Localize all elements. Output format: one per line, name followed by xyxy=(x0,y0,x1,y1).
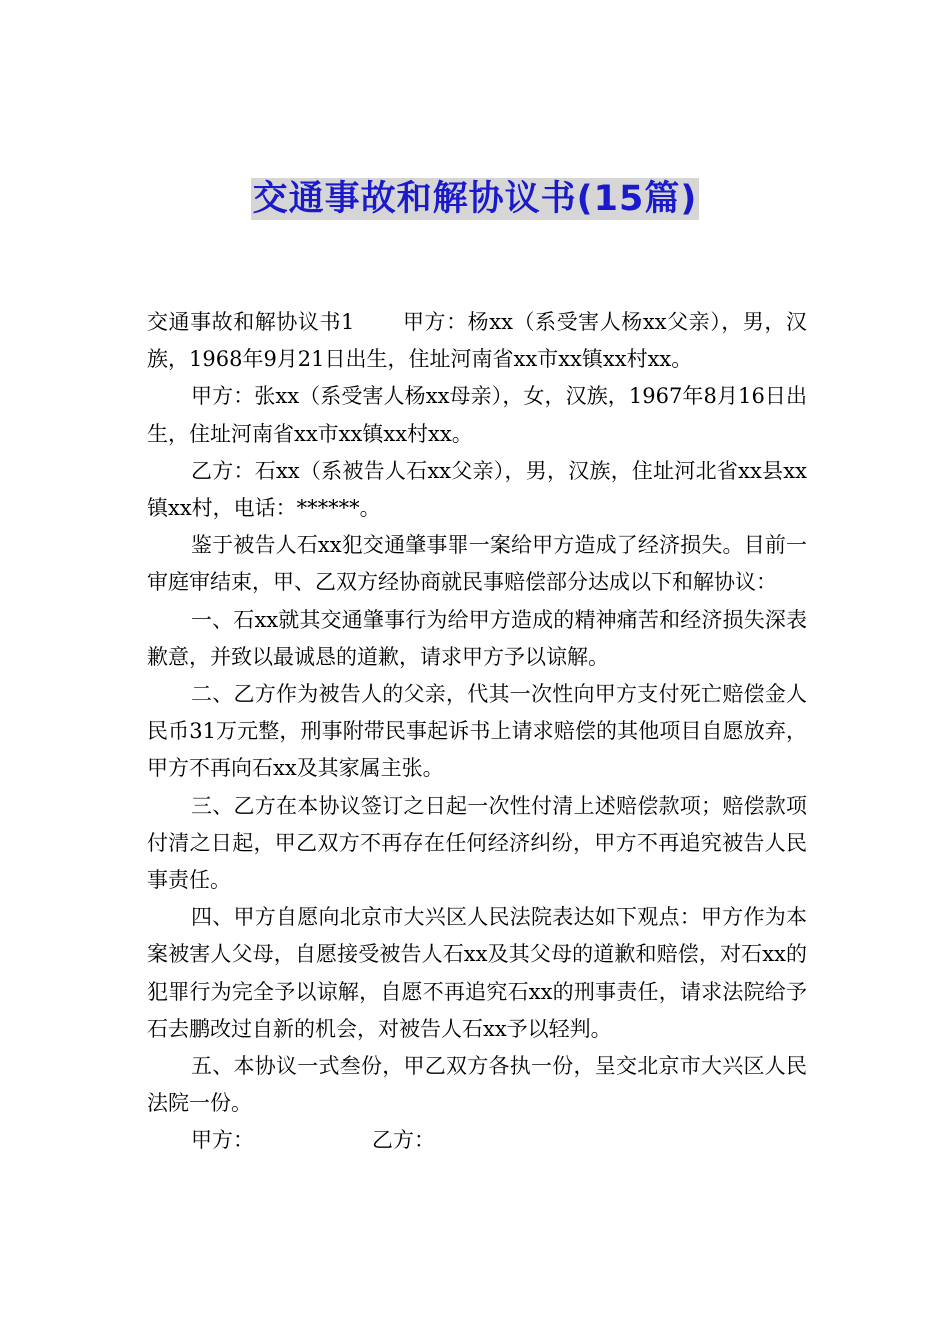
paragraph: 二、乙方作为被告人的父亲，代其一次性向甲方支付死亡赔偿金人民币31万元整，刑事附带民事起诉书上请求赔偿的其他项目自愿放弃，甲方不再向石xx及其家属主张。 xyxy=(147,682,807,781)
document-body xyxy=(147,304,807,1160)
paragraph: 甲方：张xx（系受害人杨xx母亲），女，汉族，1967年8月16日出生，住址河南省xx市xx镇xx村xx。 xyxy=(147,384,807,446)
paragraph: 一、石xx就其交通肇事行为给甲方造成的精神痛苦和经济损失深表歉意，并致以最诚恳的道歉，请求甲方予以谅解。 xyxy=(147,607,807,669)
signature-line xyxy=(147,1122,807,1159)
paragraph-text: 甲方：杨xx（系受害人杨xx父亲），男，汉族，1968年9月21日出生，住址河南省xx市xx镇xx村xx。 xyxy=(147,310,807,372)
document-title: 交通事故和解协议书(15篇) xyxy=(252,179,698,219)
signature-party-a: 甲方： xyxy=(191,1128,254,1153)
paragraph: 鉴于被告人石xx犯交通肇事罪一案给甲方造成了经济损失。目前一审庭审结束，甲、乙双方经协商就民事赔偿部分达成以下和解协议： xyxy=(147,533,807,595)
section-heading: 交通事故和解协议书1 xyxy=(147,310,355,334)
paragraph: 五、本协议一式叁份，甲乙双方各执一份，呈交北京市大兴区人民法院一份。 xyxy=(147,1054,807,1116)
paragraph-first xyxy=(147,304,807,378)
paragraph: 乙方：石xx（系被告人石xx父亲），男，汉族，住址河北省xx县xx镇xx村，电话：******。 xyxy=(147,458,807,521)
paragraph: 四、甲方自愿向北京市大兴区人民法院表达如下观点：甲方作为本案被害人父母，自愿接受被告人石xx及其父母的道歉和赔偿，对石xx的犯罪行为完全予以谅解，自愿不再追究石xx的刑事责任，请求法院给予石去鹏改过自新的机会，对被告人石xx予以轻判。 xyxy=(147,905,807,1041)
signature-party-b: 乙方： xyxy=(372,1128,435,1153)
paragraph: 三、乙方在本协议签订之日起一次性付清上述赔偿款项；赔偿款项付清之日起，甲乙双方不再存在任何经济纠纷，甲方不再追究被告人民事责任。 xyxy=(147,793,807,893)
title-container xyxy=(0,178,950,220)
